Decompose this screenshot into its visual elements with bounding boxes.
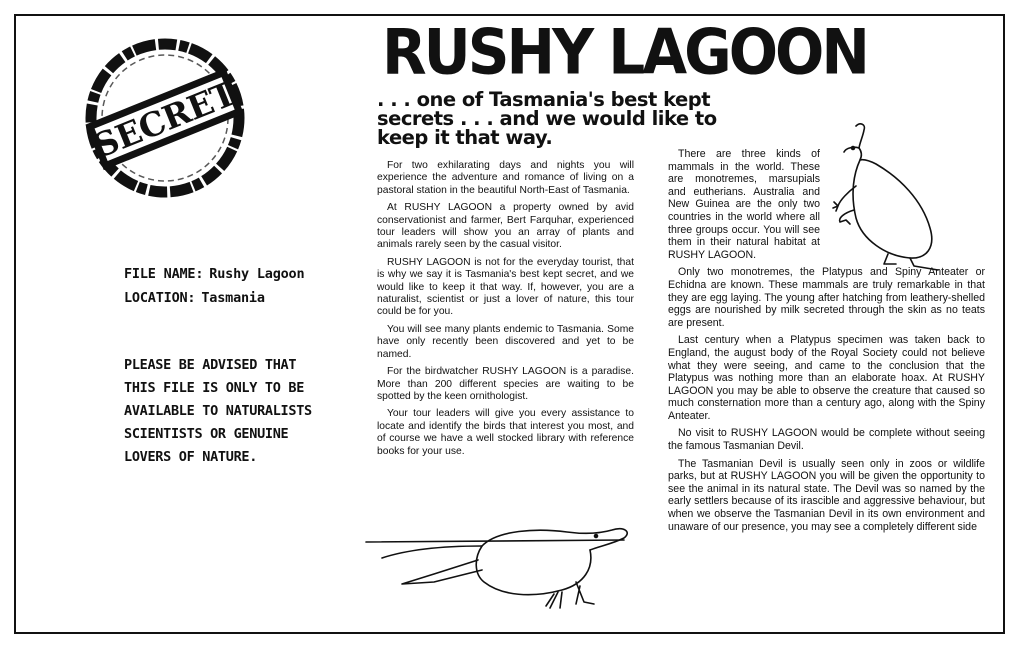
- tagline-line: keep it that way.: [377, 126, 553, 149]
- secret-stamp-icon: [75, 28, 255, 208]
- body-paragraph: The Tasmanian Devil is usually seen only in zoos or wildlife parks, but at RUSHY LAGOON you will be given the opportunity to see the animal in its natural state. The Devil was so named by the early settlers because of its irascible and aggressive behaviour, but when we observe the Tasmanian Devil in its own environment and unaware of our presence, you may see a completely different side: [668, 457, 985, 533]
- tagline: [377, 90, 757, 147]
- tagline-line: secrets . . . and we would like to: [377, 107, 717, 130]
- advisory-line: AVAILABLE TO NATURALISTS: [124, 403, 312, 419]
- body-paragraph: Only two monotremes, the Platypus and Spiny Anteater or Echidna are known. These mammals are truly remarkable in that they are egg laying. The young after hatching from leathery-shelled eggs are nourished by milk secreted through the skin as no teats are present.: [668, 266, 985, 329]
- advisory-line: SCIENTISTS OR GENUINE: [124, 426, 289, 442]
- stamp-text: SECRET: [88, 73, 242, 166]
- tagline-line: . . . one of Tasmania's best kept: [377, 88, 711, 111]
- body-paragraph: For the birdwatcher RUSHY LAGOON is a paradise. More than 200 different species are waiting to be spotted by the keen ornithologist.: [377, 366, 634, 402]
- file-name-line: [124, 262, 354, 286]
- body-paragraph: For two exhilarating days and nights you will experience the adventure and romance of living on a pastoral station in the beautiful North-East of Tasmania.: [377, 160, 634, 196]
- body-column-left: [377, 160, 634, 463]
- headline: RUSHY LAGOON: [382, 15, 867, 89]
- advisory-line: PLEASE BE ADVISED THAT: [124, 357, 297, 373]
- body-paragraph: Your tour leaders will give you every assistance to locate and identify the birds that interest you most, and of course we have a well stocked library with reference books for your use.: [377, 408, 634, 457]
- echidna-illustration-icon: [826, 118, 946, 273]
- location-label: LOCATION:: [124, 290, 196, 306]
- location-value: Tasmania: [201, 290, 265, 306]
- body-paragraph: RUSHY LAGOON is not for the everyday tourist, that is why we say it is Tasmania's best kept secret, and we would like to keep it that way. If, however, you are a naturalist, scientist or just a lover of nature, this tour could be for you.: [377, 256, 634, 318]
- advisory-line: LOVERS OF NATURE.: [124, 449, 258, 465]
- body-paragraph: Last century when a Platypus specimen was taken back to England, the august body of the Royal Society could not believe what they were seeing, and came to the conclusion that the Platypus was nothing more than an elaborate hoax. At RUSHY LAGOON you may be able to observe the creature that caused so much consternation more than a century ago, along with the Spiny Anteater.: [668, 334, 985, 422]
- location-line: [124, 286, 354, 310]
- platypus-illustration-icon: [362, 512, 642, 612]
- file-name-value: Rushy Lagoon: [209, 266, 305, 282]
- file-name-label: FILE NAME:: [124, 266, 204, 282]
- body-paragraph: No visit to RUSHY LAGOON would be complete without seeing the famous Tasmanian Devil.: [668, 427, 985, 453]
- advisory-notice: [124, 354, 364, 469]
- body-paragraph-intro: There are three kinds of mammals in the world. These are monotremes, marsupials and eutherians. Australia and New Guinea are the only two countries in the world where all three groups occur. You will see them in their natural habitat at RUSHY LAGOON.: [668, 148, 820, 261]
- advisory-line: THIS FILE IS ONLY TO BE: [124, 380, 305, 396]
- file-info: [124, 262, 354, 310]
- body-paragraph: You will see many plants endemic to Tasmania. Some have only recently been discovered and yet to be named.: [377, 323, 634, 360]
- body-paragraph: At RUSHY LAGOON a property owned by avid conservationist and farmer, Bert Farquhar, experienced tour leaders will show you an array of plants and animals rarely seen by the casual visitor.: [377, 202, 634, 251]
